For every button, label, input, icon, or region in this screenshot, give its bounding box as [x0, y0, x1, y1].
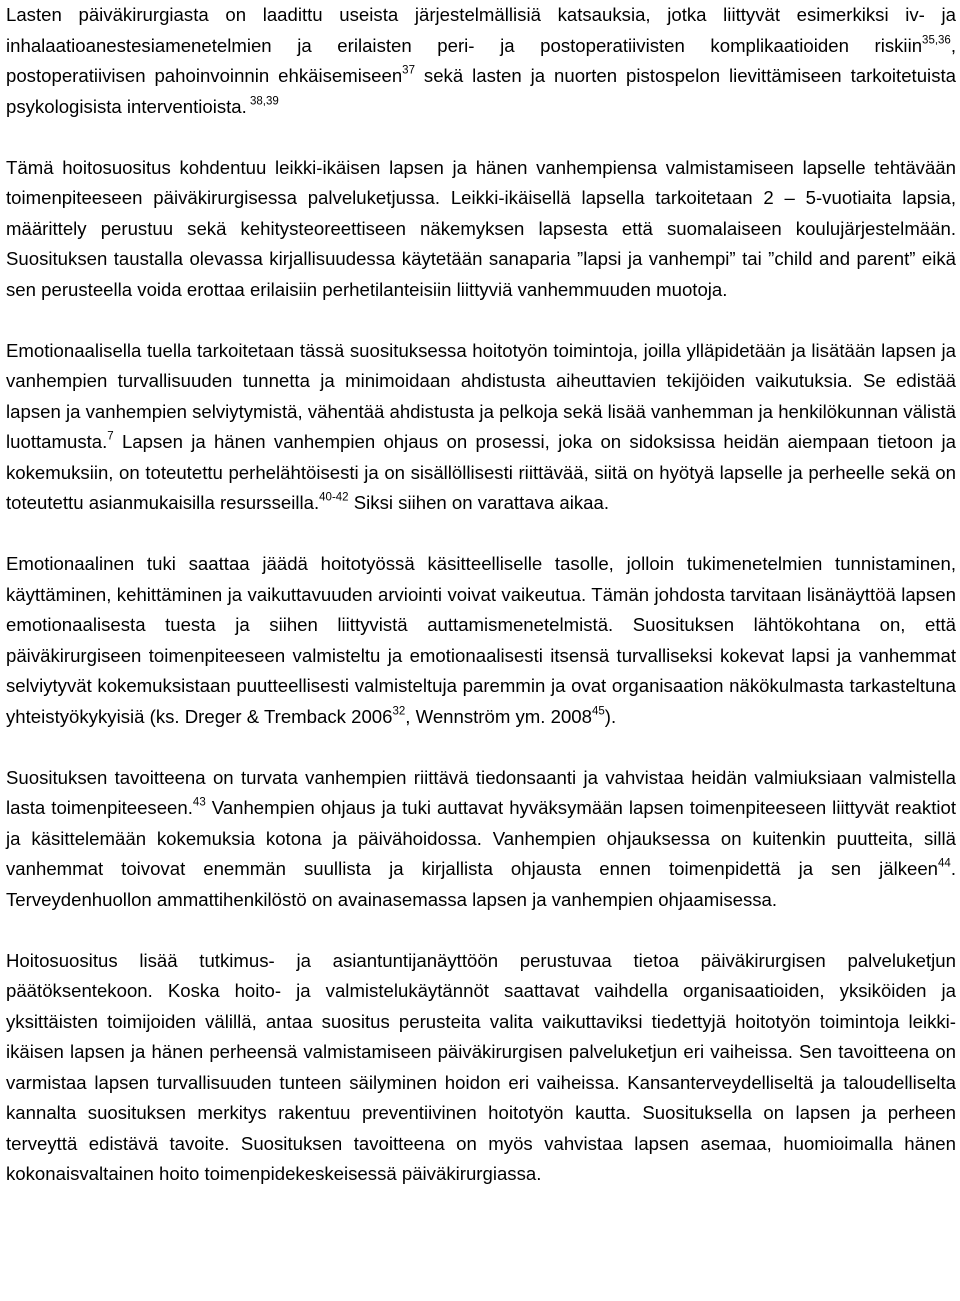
text-span: Lapsen ja hänen vanhempien ohjaus on prosessi, joka on sidoksissa heidän aiempaan tietoon ja kokemuksiin, on toteutettu perhelähtöisesti ja on sisällöllisesti riittävää, siitä on hyötyä lapselle ja perheelle sekä on toteutettu asianmukaisilla resursseilla. — [6, 431, 956, 513]
paragraph-5 — [6, 763, 956, 916]
paragraph-gap — [6, 122, 956, 153]
document-page — [6, 0, 956, 1190]
text-span: Emotionaalinen tuki saattaa jäädä hoitotyössä käsitteelliselle tasolle, jolloin tukimenetelmien tunnistaminen, käyttäminen, kehittäminen ja vaikuttavuuden arviointi voivat vaikeutua. Tämän johdosta tarvitaan lisänäyttöä lapsen emotionaalisesta tuesta ja siihen liittyvistä auttamismenetelmistä. Suosituksen lähtökohtana on, että päiväkirurgiseen toimenpiteeseen valmisteltu ja emotionaalisesti itsensä turvalliseksi kokevat lapsi ja vanhemmat selviytyvät kokemuksistaan puutteellisesti valmisteltuja paremmin ja ovat organisaation näkökulmasta tarkasteltuna yhteistyökykyisiä (ks. Dreger & Tremback 2006 — [6, 553, 956, 727]
citation-superscript: 45 — [591, 704, 605, 717]
text-span: Siksi siihen on varattava aikaa. — [348, 492, 610, 513]
text-span: Lasten päiväkirurgiasta on laadittu useista järjestelmällisiä katsauksia, jotka liittyvät esimerkiksi iv- ja inhalaatioanestesiamenetelmien ja erilaisten peri- ja postoperatiivisten komplikaatioiden riskiin — [6, 4, 956, 56]
citation-superscript: 37 — [402, 64, 415, 77]
paragraph-6 — [6, 946, 956, 1190]
citation-superscript: 43 — [192, 796, 206, 809]
paragraph-gap — [6, 305, 956, 336]
citation-superscript: 7 — [107, 430, 114, 443]
text-span: Hoitosuositus lisää tutkimus- ja asiantuntijanäyttöön perustuvaa tietoa päiväkirurgisen palveluketjun päätöksentekoon. Koska hoito- ja valmistelukäytännöt saattavat vaihdella organisaatioiden, yksiköiden ja yksittäisten toimijoiden välillä, antaa suositus perusteita valita vaikuttaviksi tiedettyjä hoitotyön toimintoja leikki-ikäisen lapsen ja hänen perheensä valmistamiseen päiväkirurgisen palveluketjun eri vaiheissa. Sen tavoitteena on varmistaa lapsen turvallisuuden tunteen säilyminen hoidon eri vaiheissa. Kansanterveydelliseltä ja taloudelliselta kannalta suosituksen merkitys rakentuu preventiivinen hoitotyön kautta. Suosituksella on lapsen ja perheen terveyttä edistävä tavoite. Suosituksen tavoitteena on myös vahvistaa lapsen asemaa, huomioimalla hänen kokonaisvaltainen hoito toimenpidekeskeisessä päiväkirurgiassa. — [6, 949, 956, 1184]
text-span: Suosituksen tavoitteena on turvata vanhempien riittävä tiedonsaanti ja vahvistaa heidän valmiuksiaan valmistella lasta toimenpiteeseen. — [6, 766, 956, 818]
paragraph-1 — [6, 0, 956, 122]
text-span: Vanhempien ohjaus ja tuki auttavat hyväksymään lapsen toimenpiteeseen liittyvät reaktiot ja käsittelemään kokemuksia kotona ja päivähoidossa. Vanhempien ohjauksessa on kuitenkin puutteita, sillä vanhemmat toivovat enemmän suullista ja kirjallista ohjausta ennen toimenpidettä ja sen jälkeen — [6, 797, 957, 879]
paragraph-2 — [6, 153, 956, 306]
paragraph-gap — [6, 915, 956, 946]
paragraph-gap — [6, 732, 956, 763]
paragraph-4 — [6, 549, 956, 732]
text-span: , Wennström ym. 2008 — [405, 705, 592, 727]
citation-superscript: 35,36 — [922, 33, 951, 46]
text-span: sekä lasten ja nuorten pistospelon lievittämiseen tarkoitetuista psykologisista interventioista. — [6, 65, 956, 117]
paragraph-3 — [6, 336, 956, 519]
citation-superscript: 44 — [938, 857, 951, 870]
citation-superscript: 32 — [392, 704, 406, 717]
text-span: , postoperatiivisen pahoinvoinnin ehkäisemiseen — [6, 34, 956, 86]
text-span: . Terveydenhuollon ammattihenkilöstö on avainasemassa lapsen ja vanhempien ohjaamisessa. — [6, 858, 956, 910]
text-span: Tämä hoitosuositus kohdentuu leikki-ikäisen lapsen ja hänen vanhempiensa valmistamiseen lapselle tehtävään toimenpiteeseen päiväkirurgisessa palveluketjussa. Leikki-ikäisellä lapsella tarkoitetaan 2 – 5-vuotiaita lapsia, määrittely perustuu sekä kehitysteoreettiseen näkemyksen lapsesta että suomalaiseen koulujärjestelmään. Suosituksen taustalla olevassa kirjallisuudessa käytetään sanaparia ”lapsi ja vanhempi” tai ”child and parent” eikä sen perusteella voida erottaa erilaisiin perhetilanteisiin liittyviä vanhemmuuden muotoja. — [6, 156, 956, 300]
paragraph-gap — [6, 519, 956, 550]
citation-superscript: 38,39 — [246, 94, 279, 107]
citation-superscript: 40-42 — [319, 491, 349, 504]
text-span: Emotionaalisella tuella tarkoitetaan tässä suosituksessa hoitotyön toimintoja, joilla ylläpidetään ja lisätään lapsen ja vanhempien turvallisuuden tunnetta ja minimoidaan ahdistusta aiheuttavien tekijöiden vaikutuksia. Se edistää lapsen ja vanhempien selviytymistä, vähentää ahdistusta ja pelkoja sekä lisää vanhemman ja henkilökunnan välistä luottamusta. — [6, 339, 956, 452]
text-span: ). — [604, 705, 617, 727]
